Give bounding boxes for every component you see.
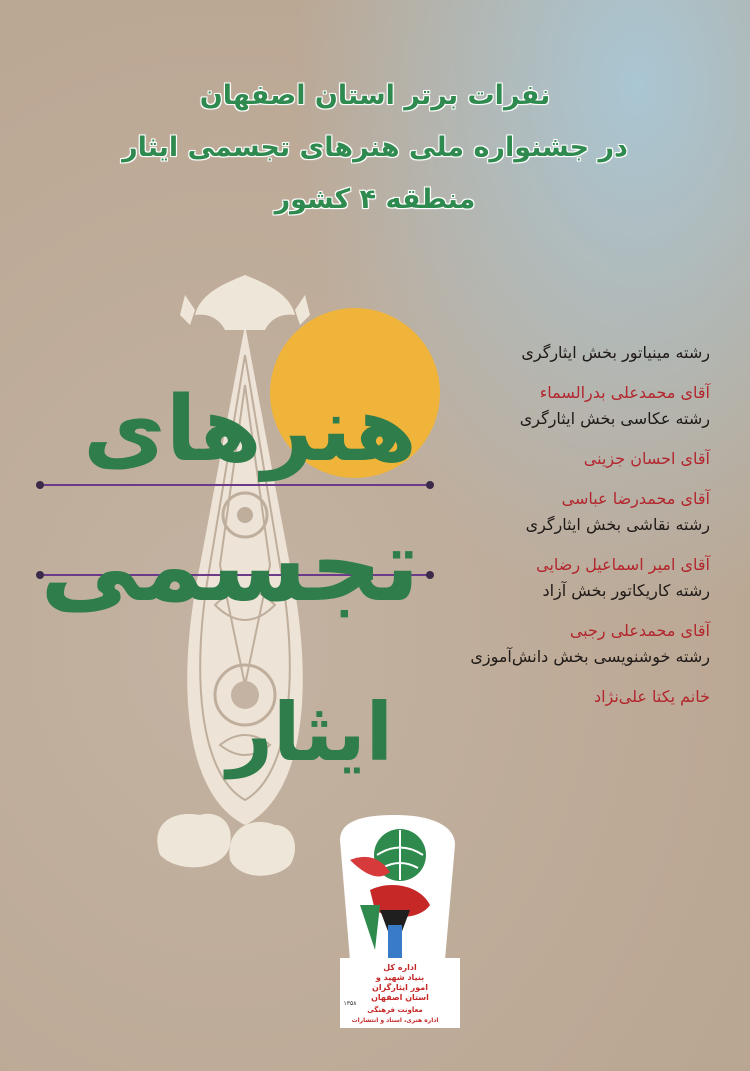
calligraphy-word-2: تجسمی — [40, 507, 420, 624]
category-label: رشته عکاسی بخش ایثارگری — [519, 409, 710, 428]
logo-text-4: استان اصفهان — [371, 993, 429, 1002]
winner-group — [350, 512, 710, 578]
category-label: رشته نقاشی بخش ایثارگری — [525, 515, 710, 534]
winner-group — [350, 340, 710, 406]
calligraphy-word-3: ایثار — [226, 686, 394, 779]
title-line-2: در جشنواره ملی هنرهای تجسمی ایثار — [122, 132, 628, 163]
winner-group — [350, 406, 710, 512]
logo-text-1: اداره کل — [383, 963, 417, 972]
winner-name: آقای محمدرضا عباسی — [561, 489, 710, 508]
foundation-logo — [320, 810, 470, 1030]
category-label: رشته خوشنویسی بخش دانش‌آموزی — [470, 647, 710, 666]
category-label: رشته مینیاتور بخش ایثارگری — [521, 343, 710, 362]
winner-name: آقای محمدعلی رجبی — [569, 621, 710, 640]
winner-group — [350, 578, 710, 644]
logo-text-5: معاونت فرهنگی — [367, 1006, 423, 1014]
winner-group — [350, 644, 710, 710]
title-line-3: منطقه ۴ کشور — [274, 184, 476, 215]
logo-year: ۱۳۵۸ — [343, 1000, 357, 1007]
winner-name: آقای احسان جزینی — [583, 449, 710, 468]
winners-list — [350, 340, 710, 710]
category-label: رشته کاریکاتور بخش آزاد — [542, 581, 710, 600]
logo-text-3: امور ایثارگران — [372, 983, 428, 992]
logo-text-2: بنیاد شهید و — [375, 973, 425, 982]
calligraphy-word-1: هنرهای — [83, 377, 417, 482]
winner-name: آقای محمدعلی بدرالسماء — [539, 383, 710, 402]
logo-text-6: اداره هنری، اسناد و انتشارات — [351, 1017, 439, 1024]
poster-title — [60, 70, 690, 226]
winner-name: خانم یکتا علی‌نژاد — [593, 687, 710, 706]
title-line-1: نفرات برتر استان اصفهان — [199, 80, 551, 111]
winner-name: آقای امیر اسماعیل رضایی — [536, 555, 710, 574]
